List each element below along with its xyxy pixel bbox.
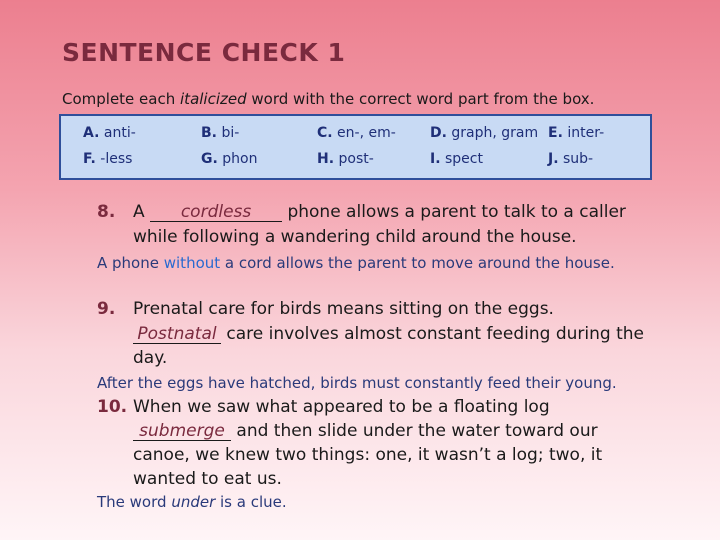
item-8-line-2: while following a wandering child around the house. — [133, 227, 577, 247]
item-9-text-post: care involves almost constant feeding during the — [221, 324, 644, 344]
explanation-text: a cord allows the parent to move around the house. — [220, 254, 615, 272]
word-part-d — [430, 125, 538, 141]
word-part-text: sub- — [562, 151, 594, 167]
word-part-c — [317, 125, 396, 141]
item-9-answer-blank: Postnatal — [133, 325, 221, 344]
word-part-text: graph, gram — [451, 125, 539, 141]
item-10-line-1: When we saw what appeared to be a floating log — [133, 397, 550, 417]
explanation-text: A phone — [97, 254, 164, 272]
word-part-key: H. — [317, 151, 335, 167]
word-part-key: F. — [83, 151, 96, 167]
item-8-text-pre: A — [133, 202, 151, 222]
explanation-text: is a clue. — [215, 493, 287, 511]
item-10-line-3: canoe, we knew two things: one, it wasn’t a log; two, it — [133, 445, 603, 465]
word-part-text: bi- — [221, 125, 240, 141]
word-part-box — [59, 114, 652, 180]
word-part-j — [548, 151, 593, 167]
item-10-number: 10. — [97, 397, 128, 417]
word-part-key: D. — [430, 125, 447, 141]
word-part-text: phon — [222, 151, 258, 167]
word-part-text: en-, em- — [337, 125, 396, 141]
word-part-g — [201, 151, 257, 167]
word-part-key: C. — [317, 125, 333, 141]
item-10-line-2 — [133, 421, 598, 441]
item-9-line-2 — [133, 324, 644, 344]
word-part-text: inter- — [567, 125, 605, 141]
word-part-text: anti- — [103, 125, 136, 141]
item-10-text-post: and then slide under the water toward our — [231, 421, 598, 441]
word-part-i — [430, 151, 483, 167]
explanation-text: The word — [97, 493, 172, 511]
word-part-h — [317, 151, 374, 167]
item-9-explanation: After the eggs have hatched, birds must constantly feed their young. — [97, 374, 617, 392]
word-part-a — [83, 125, 136, 141]
item-9-line-3: day. — [133, 348, 168, 368]
word-part-e — [548, 125, 604, 141]
item-10-line-4: wanted to eat us. — [133, 469, 282, 489]
item-8-text-post: phone allows a parent to talk to a caller — [282, 202, 626, 222]
word-part-key: J. — [548, 151, 559, 167]
instructions-text-after: word with the correct word part from the box. — [246, 90, 595, 108]
word-part-b — [201, 125, 239, 141]
explanation-italic: under — [171, 493, 216, 511]
page-title: SENTENCE CHECK 1 — [62, 38, 346, 67]
item-10-explanation — [97, 493, 287, 511]
word-part-key: I. — [430, 151, 441, 167]
word-part-f — [83, 151, 132, 167]
item-9-number: 9. — [97, 299, 116, 319]
item-9-line-1: Prenatal care for birds means sitting on the eggs. — [133, 299, 554, 319]
word-part-key: G. — [201, 151, 218, 167]
item-8-explanation — [97, 254, 615, 272]
instructions-italic-word: italicized — [180, 90, 247, 108]
item-8-number: 8. — [97, 202, 116, 222]
item-10-answer-blank: submerge — [133, 422, 231, 441]
item-8-answer-blank: cordless — [150, 203, 282, 222]
word-part-key: A. — [83, 125, 100, 141]
word-part-key: B. — [201, 125, 217, 141]
word-part-text: spect — [444, 151, 483, 167]
word-part-text: post- — [338, 151, 374, 167]
item-8-line-1 — [133, 202, 626, 222]
instructions-text-before: Complete each — [62, 90, 181, 108]
explanation-highlight: without — [163, 254, 221, 272]
instructions — [62, 90, 594, 108]
word-part-key: E. — [548, 125, 563, 141]
word-part-text: -less — [100, 151, 133, 167]
